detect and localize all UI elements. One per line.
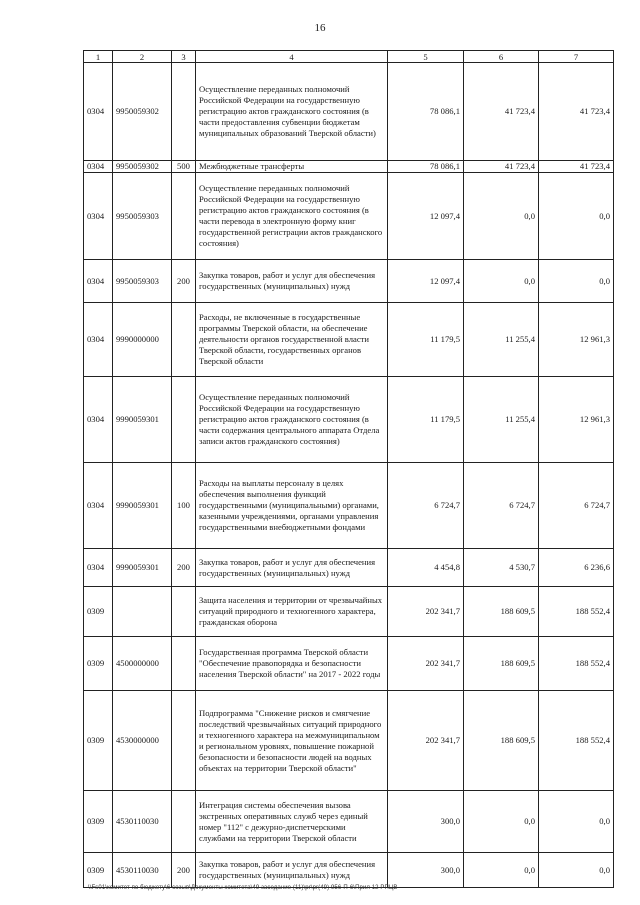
amount-col6: 11 255,4 — [464, 377, 539, 463]
amount-col7: 188 552,4 — [539, 637, 614, 691]
table-row — [84, 549, 614, 587]
expense-type-code — [172, 303, 196, 377]
expense-type-code: 100 — [172, 463, 196, 549]
section-code: 0304 — [84, 260, 113, 303]
amount-col7: 188 552,4 — [539, 691, 614, 791]
item-name: Межбюджетные трансферты — [196, 161, 388, 173]
table-row — [84, 853, 614, 888]
target-article-code: 9950059302 — [113, 161, 172, 173]
target-article-code: 4530000000 — [113, 691, 172, 791]
amount-col6: 41 723,4 — [464, 161, 539, 173]
amount-col7: 0,0 — [539, 260, 614, 303]
table-row — [84, 161, 614, 173]
section-code: 0304 — [84, 63, 113, 161]
budget-table — [83, 50, 614, 888]
table-row — [84, 791, 614, 853]
item-name: Закупка товаров, работ и услуг для обеспечения государственных (муниципальных) нужд — [196, 260, 388, 303]
amount-col7: 0,0 — [539, 173, 614, 260]
table-row — [84, 260, 614, 303]
section-code: 0304 — [84, 377, 113, 463]
item-name: Государственная программа Тверской области "Обеспечение правопорядка и безопасности населения Тверской области" на 2017 - 2022 годы — [196, 637, 388, 691]
item-name: Защита населения и территории от чрезвычайных ситуаций природного и техногенного характера, гражданская оборона — [196, 587, 388, 637]
amount-col7: 6 236,6 — [539, 549, 614, 587]
target-article-code: 9990000000 — [113, 303, 172, 377]
table-row — [84, 377, 614, 463]
target-article-code: 9990059301 — [113, 463, 172, 549]
page-number: 16 — [314, 22, 326, 34]
section-code: 0304 — [84, 173, 113, 260]
section-code: 0309 — [84, 691, 113, 791]
amount-col7: 188 552,4 — [539, 587, 614, 637]
target-article-code: 4530110030 — [113, 791, 172, 853]
amount-col5: 78 086,1 — [388, 161, 464, 173]
amount-col6: 0,0 — [464, 173, 539, 260]
section-code: 0309 — [84, 791, 113, 853]
amount-col7: 41 723,4 — [539, 63, 614, 161]
section-code: 0304 — [84, 463, 113, 549]
amount-col6: 41 723,4 — [464, 63, 539, 161]
item-name: Закупка товаров, работ и услуг для обеспечения государственных (муниципальных) нужд — [196, 549, 388, 587]
expense-type-code: 200 — [172, 260, 196, 303]
column-header-1: 1 — [84, 51, 113, 63]
item-name: Осуществление переданных полномочий Российской Федерации на государственную регистрацию актов гражданского состояния (в части предоставления субвенции бюджетам муниципальных образований Тверской области) — [196, 63, 388, 161]
item-name: Закупка товаров, работ и услуг для обеспечения государственных (муниципальных) нужд — [196, 853, 388, 888]
amount-col6: 11 255,4 — [464, 303, 539, 377]
target-article-code — [113, 587, 172, 637]
amount-col5: 78 086,1 — [388, 63, 464, 161]
table-row — [84, 303, 614, 377]
section-code: 0304 — [84, 303, 113, 377]
item-name: Расходы на выплаты персоналу в целях обеспечения выполнения функций государственными (муниципальными) органами, казенными учреждениями, органами управления государственными внебюджетными фондами — [196, 463, 388, 549]
amount-col7: 41 723,4 — [539, 161, 614, 173]
target-article-code: 4500000000 — [113, 637, 172, 691]
amount-col5: 4 454,8 — [388, 549, 464, 587]
amount-col7: 6 724,7 — [539, 463, 614, 549]
column-header-6: 6 — [464, 51, 539, 63]
expense-type-code — [172, 63, 196, 161]
amount-col5: 12 097,4 — [388, 260, 464, 303]
amount-col6: 188 609,5 — [464, 637, 539, 691]
target-article-code: 9950059303 — [113, 173, 172, 260]
amount-col6: 188 609,5 — [464, 587, 539, 637]
expense-type-code: 200 — [172, 853, 196, 888]
target-article-code: 9950059302 — [113, 63, 172, 161]
target-article-code: 4530110030 — [113, 853, 172, 888]
item-name: Подпрограмма "Снижение рисков и смягчение последствий чрезвычайных ситуаций природного и техногенного характера на межмуниципальном и региональном уровнях, повышение пожарной безопасности и безопасности людей на водных объектах на территории Тверской области" — [196, 691, 388, 791]
amount-col7: 0,0 — [539, 853, 614, 888]
amount-col7: 12 961,3 — [539, 377, 614, 463]
section-code: 0304 — [84, 549, 113, 587]
amount-col5: 300,0 — [388, 853, 464, 888]
header-row — [84, 51, 614, 63]
column-header-5: 5 — [388, 51, 464, 63]
table-row — [84, 637, 614, 691]
column-header-2: 2 — [113, 51, 172, 63]
amount-col6: 4 530,7 — [464, 549, 539, 587]
amount-col6: 188 609,5 — [464, 691, 539, 791]
expense-type-code — [172, 587, 196, 637]
amount-col5: 11 179,5 — [388, 377, 464, 463]
section-code: 0304 — [84, 161, 113, 173]
expense-type-code — [172, 173, 196, 260]
target-article-code: 9990059301 — [113, 377, 172, 463]
column-header-7: 7 — [539, 51, 614, 63]
amount-col6: 0,0 — [464, 853, 539, 888]
expense-type-code — [172, 637, 196, 691]
item-name: Расходы, не включенные в государственные программы Тверской области, на обеспечение деятельности органов государственной власти Тверской области, государственных органов Тверской области — [196, 303, 388, 377]
expense-type-code: 200 — [172, 549, 196, 587]
amount-col6: 0,0 — [464, 791, 539, 853]
amount-col5: 6 724,7 — [388, 463, 464, 549]
item-name: Осуществление переданных полномочий Российской Федерации на государственную регистрацию актов гражданского состояния (в части перевода в электронную форму книг государственной регистрации актов гражданского состояния) — [196, 173, 388, 260]
column-header-3: 3 — [172, 51, 196, 63]
column-header-4: 4 — [196, 51, 388, 63]
target-article-code: 9990059301 — [113, 549, 172, 587]
section-code: 0309 — [84, 587, 113, 637]
target-article-code: 9950059303 — [113, 260, 172, 303]
amount-col7: 0,0 — [539, 791, 614, 853]
amount-col5: 202 341,7 — [388, 637, 464, 691]
expense-type-code — [172, 791, 196, 853]
table-row — [84, 63, 614, 161]
amount-col5: 12 097,4 — [388, 173, 464, 260]
section-code: 0309 — [84, 853, 113, 888]
table-row — [84, 587, 614, 637]
amount-col7: 12 961,3 — [539, 303, 614, 377]
amount-col5: 202 341,7 — [388, 587, 464, 637]
amount-col6: 6 724,7 — [464, 463, 539, 549]
expense-type-code: 500 — [172, 161, 196, 173]
footer-file-path: \\Fs01\комитет по бюджету\6 созыв\Документы комитета\49 заседание (11)\pr\pr(49) 956-П-6\Прил 12 РПЦВ — [88, 885, 398, 891]
section-code: 0309 — [84, 637, 113, 691]
table-row — [84, 463, 614, 549]
table-row — [84, 691, 614, 791]
item-name: Интеграция системы обеспечения вызова экстренных оперативных служб через единый номер "112" с дежурно-диспетчерскими службами на территории Тверской области — [196, 791, 388, 853]
amount-col5: 202 341,7 — [388, 691, 464, 791]
expense-type-code — [172, 377, 196, 463]
amount-col5: 11 179,5 — [388, 303, 464, 377]
amount-col5: 300,0 — [388, 791, 464, 853]
item-name: Осуществление переданных полномочий Российской Федерации на государственную регистрацию актов гражданского состояния (в части содержания центрального аппарата Отдела записи актов гражданского состояния) — [196, 377, 388, 463]
table-row — [84, 173, 614, 260]
amount-col6: 0,0 — [464, 260, 539, 303]
expense-type-code — [172, 691, 196, 791]
